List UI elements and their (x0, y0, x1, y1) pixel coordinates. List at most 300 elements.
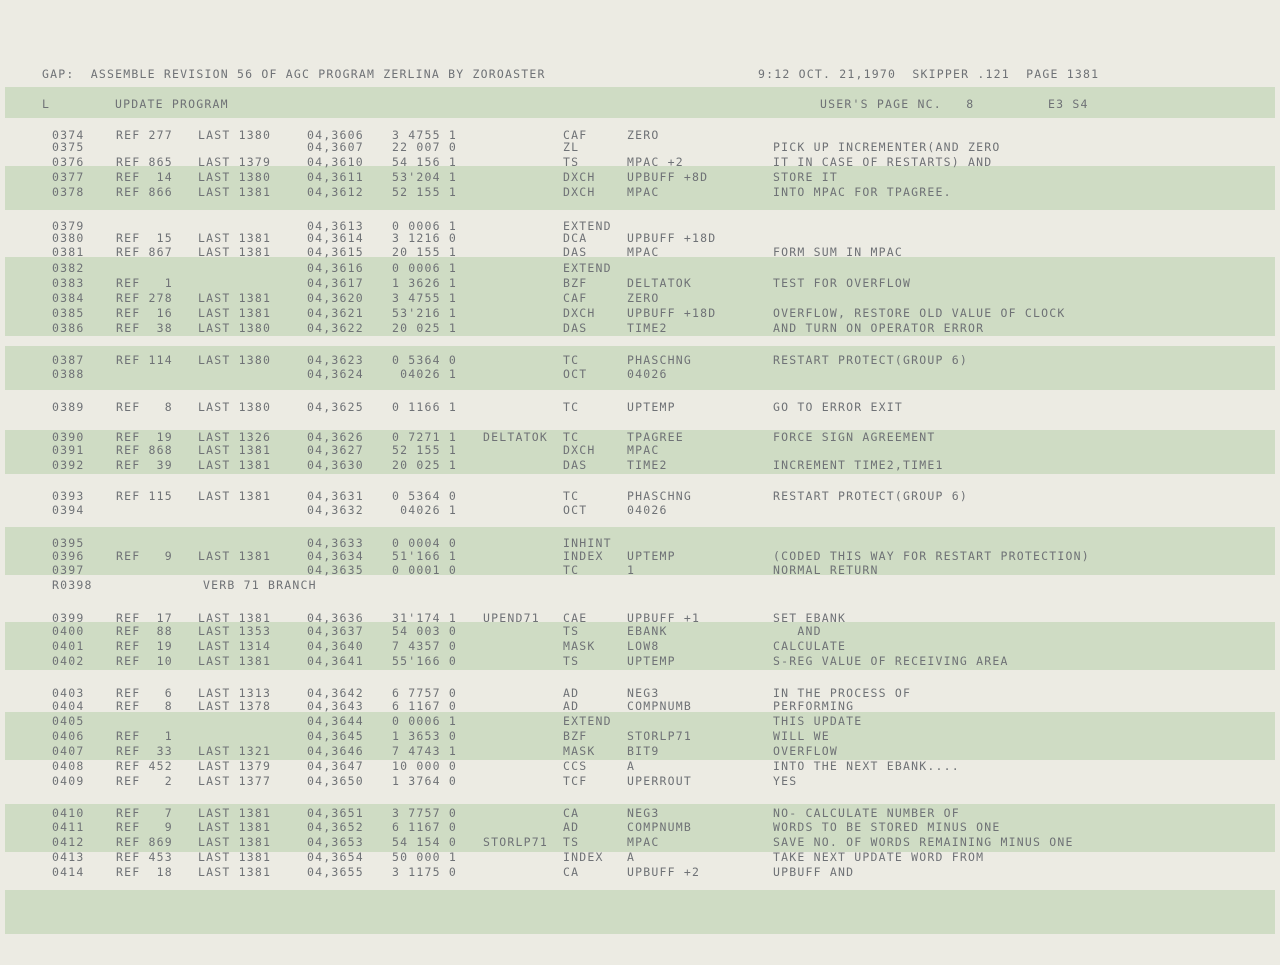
listing-seq: 0411 (52, 820, 85, 834)
listing-seq: 0375 (52, 140, 85, 154)
listing-operand: UPTEMP (627, 654, 676, 668)
listing-comment: S-REG VALUE OF RECEIVING AREA (773, 654, 1009, 668)
listing-ref: REF 6 (116, 686, 173, 700)
listing-op: INHINT (563, 536, 612, 550)
listing-op: DXCH (563, 185, 596, 199)
listing-comment: INCREMENT TIME2,TIME1 (773, 458, 944, 472)
listing-last: LAST 1381 (198, 458, 272, 472)
listing-code: 3 4755 1 (392, 291, 457, 305)
listing-addr: 04,3612 (307, 185, 364, 199)
listing-last: LAST 1381 (198, 489, 272, 503)
listing-ref: REF 1 (116, 729, 173, 743)
listing-addr: 04,3617 (307, 276, 364, 290)
listing-ref: REF 14 (116, 170, 173, 184)
listing-code: 31'174 1 (392, 611, 457, 625)
listing-operand: TIME2 (627, 321, 668, 335)
listing-last: LAST 1381 (198, 820, 272, 834)
listing-last: LAST 1380 (198, 170, 272, 184)
listing-seq: 0405 (52, 714, 85, 728)
listing-op: DXCH (563, 170, 596, 184)
listing-code: 52 155 1 (392, 443, 457, 457)
listing-ref: REF 115 (116, 489, 173, 503)
listing-addr: 04,3623 (307, 353, 364, 367)
listing-operand: A (627, 759, 636, 773)
listing-code: 04026 1 (392, 367, 457, 381)
listing-operand: UPTEMP (627, 400, 676, 414)
listing-operand: UPERROUT (627, 774, 692, 788)
listing-last: LAST 1380 (198, 353, 272, 367)
bank-indicator: E3 S4 (1048, 97, 1089, 111)
listing-datestamp: 9:12 OCT. 21,1970 SKIPPER .121 PAGE 1381 (758, 67, 1100, 81)
listing-addr: 04,3655 (307, 865, 364, 879)
listing-operand: COMPNUMB (627, 699, 692, 713)
listing-header: GAP: ASSEMBLE REVISION 56 OF AGC PROGRAM ZERLINA BY ZOROASTER (42, 67, 546, 81)
listing-addr: 04,3611 (307, 170, 364, 184)
listing-ref: REF 452 (116, 759, 173, 773)
listing-comment: (CODED THIS WAY FOR RESTART PROTECTION) (773, 549, 1090, 563)
listing-code: 0 0006 1 (392, 714, 457, 728)
listing-addr: 04,3616 (307, 261, 364, 275)
listing-ref: REF 114 (116, 353, 173, 367)
listing-last: LAST 1313 (198, 686, 272, 700)
listing-code: 1 3764 0 (392, 774, 457, 788)
listing-seq: 0376 (52, 155, 85, 169)
listing-last: LAST 1381 (198, 850, 272, 864)
listing-operand: ZERO (627, 128, 660, 142)
listing-operand: 04026 (627, 367, 668, 381)
listing-ref: REF 19 (116, 430, 173, 444)
listing-code: 1 3653 0 (392, 729, 457, 743)
listing-addr: 04,3642 (307, 686, 364, 700)
listing-seq: 0384 (52, 291, 85, 305)
listing-code: 53'216 1 (392, 306, 457, 320)
listing-op: TS (563, 624, 580, 638)
listing-code: 3 1175 0 (392, 865, 457, 879)
listing-addr: 04,3650 (307, 774, 364, 788)
listing-label: UPEND71 (483, 611, 540, 625)
listing-op: CA (563, 865, 580, 879)
listing-addr: 04,3625 (307, 400, 364, 414)
listing-operand: UPBUFF +18D (627, 231, 717, 245)
listing-code: 3 7757 0 (392, 806, 457, 820)
listing-seq: 0378 (52, 185, 85, 199)
listing-seq: 0395 (52, 536, 85, 550)
listing-op: EXTEND (563, 219, 612, 233)
listing-op: TC (563, 400, 580, 414)
listing-code: 55'166 0 (392, 654, 457, 668)
listing-op: EXTEND (563, 714, 612, 728)
listing-code: 20 025 1 (392, 321, 457, 335)
listing-seq: 0387 (52, 353, 85, 367)
listing-seq: 0389 (52, 400, 85, 414)
listing-seq: 0391 (52, 443, 85, 457)
listing-op: AD (563, 820, 580, 834)
listing-ref: REF 1 (116, 276, 173, 290)
listing-last: LAST 1381 (198, 654, 272, 668)
listing-addr: 04,3614 (307, 231, 364, 245)
listing-operand: UPBUFF +18D (627, 306, 717, 320)
listing-comment: FORCE SIGN AGREEMENT (773, 430, 936, 444)
section-title: UPDATE PROGRAM (115, 97, 229, 111)
listing-op: TC (563, 563, 580, 577)
listing-seq: 0394 (52, 503, 85, 517)
listing-ref: REF 278 (116, 291, 173, 305)
listing-seq: 0401 (52, 639, 85, 653)
listing-last: LAST 1381 (198, 611, 272, 625)
listing-seq: 0374 (52, 128, 85, 142)
listing-seq: 0406 (52, 729, 85, 743)
listing-operand: UPTEMP (627, 549, 676, 563)
listing-ref: REF 866 (116, 185, 173, 199)
user-page-number: USER'S PAGE NC. 8 (820, 97, 975, 111)
listing-last: LAST 1379 (198, 759, 272, 773)
listing-code: 0 0004 0 (392, 536, 457, 550)
listing-addr: 04,3613 (307, 219, 364, 233)
listing-last: LAST 1381 (198, 865, 272, 879)
listing-label: STORLP71 (483, 835, 548, 849)
listing-last: LAST 1381 (198, 806, 272, 820)
listing-seq: 0412 (52, 835, 85, 849)
listing-last: LAST 1381 (198, 231, 272, 245)
listing-ref: REF 88 (116, 624, 173, 638)
listing-ref: REF 8 (116, 699, 173, 713)
listing-addr: 04,3631 (307, 489, 364, 503)
listing-last: LAST 1314 (198, 639, 272, 653)
listing-code: 0 5364 0 (392, 353, 457, 367)
listing-addr: 04,3627 (307, 443, 364, 457)
listing-op: INDEX (563, 549, 604, 563)
listing-seq: 0390 (52, 430, 85, 444)
listing-operand: PHASCHNG (627, 489, 692, 503)
listing-seq: 0388 (52, 367, 85, 381)
listing-comment: PERFORMING (773, 699, 855, 713)
listing-comment: RESTART PROTECT(GROUP 6) (773, 489, 968, 503)
listing-ref: REF 8 (116, 400, 173, 414)
listing-op: DAS (563, 458, 588, 472)
listing-op: CAF (563, 128, 588, 142)
listing-op: TS (563, 155, 580, 169)
listing-last: LAST 1353 (198, 624, 272, 638)
listing-addr: 04,3621 (307, 306, 364, 320)
listing-ref: REF 868 (116, 443, 173, 457)
listing-seq: 0383 (52, 276, 85, 290)
listing-addr: 04,3640 (307, 639, 364, 653)
listing-operand: LOW8 (627, 639, 660, 653)
listing-operand: NEG3 (627, 806, 660, 820)
listing-op: TC (563, 489, 580, 503)
listing-code: 3 4755 1 (392, 128, 457, 142)
listing-operand: 1 (627, 563, 636, 577)
listing-code: 6 1167 0 (392, 820, 457, 834)
listing-addr: 04,3654 (307, 850, 364, 864)
listing-addr: 04,3637 (307, 624, 364, 638)
listing-addr: 04,3634 (307, 549, 364, 563)
listing-ref: REF 10 (116, 654, 173, 668)
listing-comment: TAKE NEXT UPDATE WORD FROM (773, 850, 985, 864)
listing-last: LAST 1380 (198, 321, 272, 335)
listing-seq: 0414 (52, 865, 85, 879)
listing-code: 20 025 1 (392, 458, 457, 472)
listing-operand: 04026 (627, 503, 668, 517)
listing-op: CA (563, 806, 580, 820)
listing-label: DELTATOK (483, 430, 548, 444)
listing-ref: REF 865 (116, 155, 173, 169)
listing-addr: 04,3641 (307, 654, 364, 668)
listing-seq: 0393 (52, 489, 85, 503)
listing-code: 20 155 1 (392, 245, 457, 259)
listing-seq: 0402 (52, 654, 85, 668)
listing-comment: PICK UP INCREMENTER(AND ZERO (773, 140, 1001, 154)
listing-last: LAST 1381 (198, 835, 272, 849)
listing-ref: REF 18 (116, 865, 173, 879)
listing-addr: 04,3630 (307, 458, 364, 472)
listing-operand: ZERO (627, 291, 660, 305)
listing-code: 0 1166 1 (392, 400, 457, 414)
listing-addr: 04,3620 (307, 291, 364, 305)
listing-code: 53'204 1 (392, 170, 457, 184)
listing-op: CAF (563, 291, 588, 305)
listing-seq: 0381 (52, 245, 85, 259)
listing-comment: YES (773, 774, 798, 788)
listing-code: 0 0006 1 (392, 261, 457, 275)
listing-code: 50 000 1 (392, 850, 457, 864)
listing-op: CCS (563, 759, 588, 773)
listing-comment: RESTART PROTECT(GROUP 6) (773, 353, 968, 367)
listing-addr: 04,3622 (307, 321, 364, 335)
listing-ref: REF 19 (116, 639, 173, 653)
listing-ref: REF 33 (116, 744, 173, 758)
listing-op: AD (563, 686, 580, 700)
listing-op: AD (563, 699, 580, 713)
listing-operand: TIME2 (627, 458, 668, 472)
listing-comment: INTO MPAC FOR TPAGREE. (773, 185, 952, 199)
listing-code: 54 156 1 (392, 155, 457, 169)
listing-op: EXTEND (563, 261, 612, 275)
listing-operand: MPAC (627, 185, 660, 199)
listing-comment: WILL WE (773, 729, 830, 743)
listing-comment: GO TO ERROR EXIT (773, 400, 903, 414)
listing-comment: UPBUFF AND (773, 865, 855, 879)
listing-op: TCF (563, 774, 588, 788)
listing-operand: STORLP71 (627, 729, 692, 743)
listing-last: LAST 1321 (198, 744, 272, 758)
listing-ref: REF 38 (116, 321, 173, 335)
listing-comment: IN THE PROCESS OF (773, 686, 912, 700)
listing-addr: 04,3644 (307, 714, 364, 728)
listing-operand: UPBUFF +2 (627, 865, 701, 879)
listing-addr: 04,3610 (307, 155, 364, 169)
listing-last: LAST 1378 (198, 699, 272, 713)
listing-code: 22 007 0 (392, 140, 457, 154)
listing-type-marker: L (42, 97, 51, 111)
listing-seq: 0404 (52, 699, 85, 713)
listing-op: ZL (563, 140, 580, 154)
listing-op: TS (563, 835, 580, 849)
paper-band (5, 890, 1275, 934)
listing-op: BZF (563, 729, 588, 743)
listing-seq: 0410 (52, 806, 85, 820)
listing-comment: OVERFLOW, RESTORE OLD VALUE OF CLOCK (773, 306, 1066, 320)
listing-addr: 04,3632 (307, 503, 364, 517)
listing-ref: REF 869 (116, 835, 173, 849)
listing-addr: 04,3652 (307, 820, 364, 834)
listing-seq: R0398 (52, 578, 93, 592)
listing-op: MASK (563, 639, 596, 653)
listing-verb: VERB 71 BRANCH (203, 578, 317, 592)
listing-comment: SAVE NO. OF WORDS REMAINING MINUS ONE (773, 835, 1074, 849)
listing-ref: REF 453 (116, 850, 173, 864)
listing-seq: 0380 (52, 231, 85, 245)
listing-operand: UPBUFF +8D (627, 170, 709, 184)
listing-seq: 0397 (52, 563, 85, 577)
listing-seq: 0399 (52, 611, 85, 625)
listing-ref: REF 867 (116, 245, 173, 259)
listing-operand: MPAC +2 (627, 155, 684, 169)
listing-code: 0 7271 1 (392, 430, 457, 444)
listing-code: 3 1216 0 (392, 231, 457, 245)
listing-operand: DELTATOK (627, 276, 692, 290)
listing-addr: 04,3636 (307, 611, 364, 625)
listing-ref: REF 16 (116, 306, 173, 320)
listing-last: LAST 1381 (198, 291, 272, 305)
listing-seq: 0385 (52, 306, 85, 320)
listing-addr: 04,3643 (307, 699, 364, 713)
listing-seq: 0392 (52, 458, 85, 472)
listing-ref: REF 2 (116, 774, 173, 788)
listing-addr: 04,3651 (307, 806, 364, 820)
listing-comment: OVERFLOW (773, 744, 838, 758)
listing-operand: PHASCHNG (627, 353, 692, 367)
listing-comment: NO- CALCULATE NUMBER OF (773, 806, 960, 820)
listing-comment: STORE IT (773, 170, 838, 184)
listing-op: MASK (563, 744, 596, 758)
listing-ref: REF 9 (116, 820, 173, 834)
listing-last: LAST 1381 (198, 549, 272, 563)
listing-code: 10 000 0 (392, 759, 457, 773)
listing-seq: 0377 (52, 170, 85, 184)
listing-op: TC (563, 430, 580, 444)
listing-comment: FORM SUM IN MPAC (773, 245, 903, 259)
listing-seq: 0396 (52, 549, 85, 563)
listing-code: 04026 1 (392, 503, 457, 517)
listing-ref: REF 277 (116, 128, 173, 142)
listing-comment: NORMAL RETURN (773, 563, 879, 577)
listing-code: 52 155 1 (392, 185, 457, 199)
listing-operand: EBANK (627, 624, 668, 638)
listing-operand: MPAC (627, 835, 660, 849)
listing-code: 1 3626 1 (392, 276, 457, 290)
listing-addr: 04,3653 (307, 835, 364, 849)
listing-last: LAST 1381 (198, 245, 272, 259)
listing-operand: COMPNUMB (627, 820, 692, 834)
listing-seq: 0409 (52, 774, 85, 788)
listing-last: LAST 1380 (198, 128, 272, 142)
listing-code: 54 003 0 (392, 624, 457, 638)
listing-seq: 0400 (52, 624, 85, 638)
listing-seq: 0407 (52, 744, 85, 758)
listing-addr: 04,3624 (307, 367, 364, 381)
listing-addr: 04,3635 (307, 563, 364, 577)
listing-op: TS (563, 654, 580, 668)
listing-ref: REF 9 (116, 549, 173, 563)
listing-last: LAST 1379 (198, 155, 272, 169)
listing-op: DAS (563, 245, 588, 259)
listing-code: 6 7757 0 (392, 686, 457, 700)
listing-op: CAE (563, 611, 588, 625)
listing-addr: 04,3607 (307, 140, 364, 154)
listing-op: OCT (563, 367, 588, 381)
listing-operand: UPBUFF +1 (627, 611, 701, 625)
listing-seq: 0382 (52, 261, 85, 275)
listing-comment: INTO THE NEXT EBANK.... (773, 759, 960, 773)
listing-code: 0 0001 0 (392, 563, 457, 577)
listing-operand: TPAGREE (627, 430, 684, 444)
listing-comment: CALCULATE (773, 639, 847, 653)
listing-operand: MPAC (627, 245, 660, 259)
listing-last: LAST 1380 (198, 400, 272, 414)
listing-seq: 0386 (52, 321, 85, 335)
listing-code: 7 4743 1 (392, 744, 457, 758)
listing-op: TC (563, 353, 580, 367)
listing-operand: A (627, 850, 636, 864)
listing-addr: 04,3645 (307, 729, 364, 743)
listing-comment: THIS UPDATE (773, 714, 863, 728)
listing-addr: 04,3615 (307, 245, 364, 259)
listing-last: LAST 1326 (198, 430, 272, 444)
listing-op: DXCH (563, 306, 596, 320)
listing-addr: 04,3626 (307, 430, 364, 444)
listing-code: 6 1167 0 (392, 699, 457, 713)
listing-comment: IT IN CASE OF RESTARTS) AND (773, 155, 993, 169)
listing-seq: 0379 (52, 219, 85, 233)
listing-code: 51'166 1 (392, 549, 457, 563)
listing-ref: REF 15 (116, 231, 173, 245)
listing-operand: NEG3 (627, 686, 660, 700)
listing-op: DCA (563, 231, 588, 245)
listing-seq: 0403 (52, 686, 85, 700)
listing-code: 54 154 0 (392, 835, 457, 849)
listing-op: INDEX (563, 850, 604, 864)
listing-code: 7 4357 0 (392, 639, 457, 653)
listing-comment: AND TURN ON OPERATOR ERROR (773, 321, 985, 335)
listing-code: 0 0006 1 (392, 219, 457, 233)
listing-comment: SET EBANK (773, 611, 847, 625)
listing-last: LAST 1381 (198, 306, 272, 320)
listing-seq: 0408 (52, 759, 85, 773)
listing-op: DXCH (563, 443, 596, 457)
listing-ref: REF 17 (116, 611, 173, 625)
listing-op: BZF (563, 276, 588, 290)
listing-comment: TEST FOR OVERFLOW (773, 276, 912, 290)
listing-op: DAS (563, 321, 588, 335)
listing-comment: WORDS TO BE STORED MINUS ONE (773, 820, 1001, 834)
listing-last: LAST 1381 (198, 443, 272, 457)
listing-addr: 04,3633 (307, 536, 364, 550)
listing-code: 0 5364 0 (392, 489, 457, 503)
listing-addr: 04,3606 (307, 128, 364, 142)
listing-addr: 04,3647 (307, 759, 364, 773)
listing-comment: AND (773, 624, 822, 638)
listing-last: LAST 1381 (198, 185, 272, 199)
listing-ref: REF 7 (116, 806, 173, 820)
listing-operand: BIT9 (627, 744, 660, 758)
listing-ref: REF 39 (116, 458, 173, 472)
listing-addr: 04,3646 (307, 744, 364, 758)
listing-last: LAST 1377 (198, 774, 272, 788)
listing-op: OCT (563, 503, 588, 517)
listing-operand: MPAC (627, 443, 660, 457)
listing-seq: 0413 (52, 850, 85, 864)
